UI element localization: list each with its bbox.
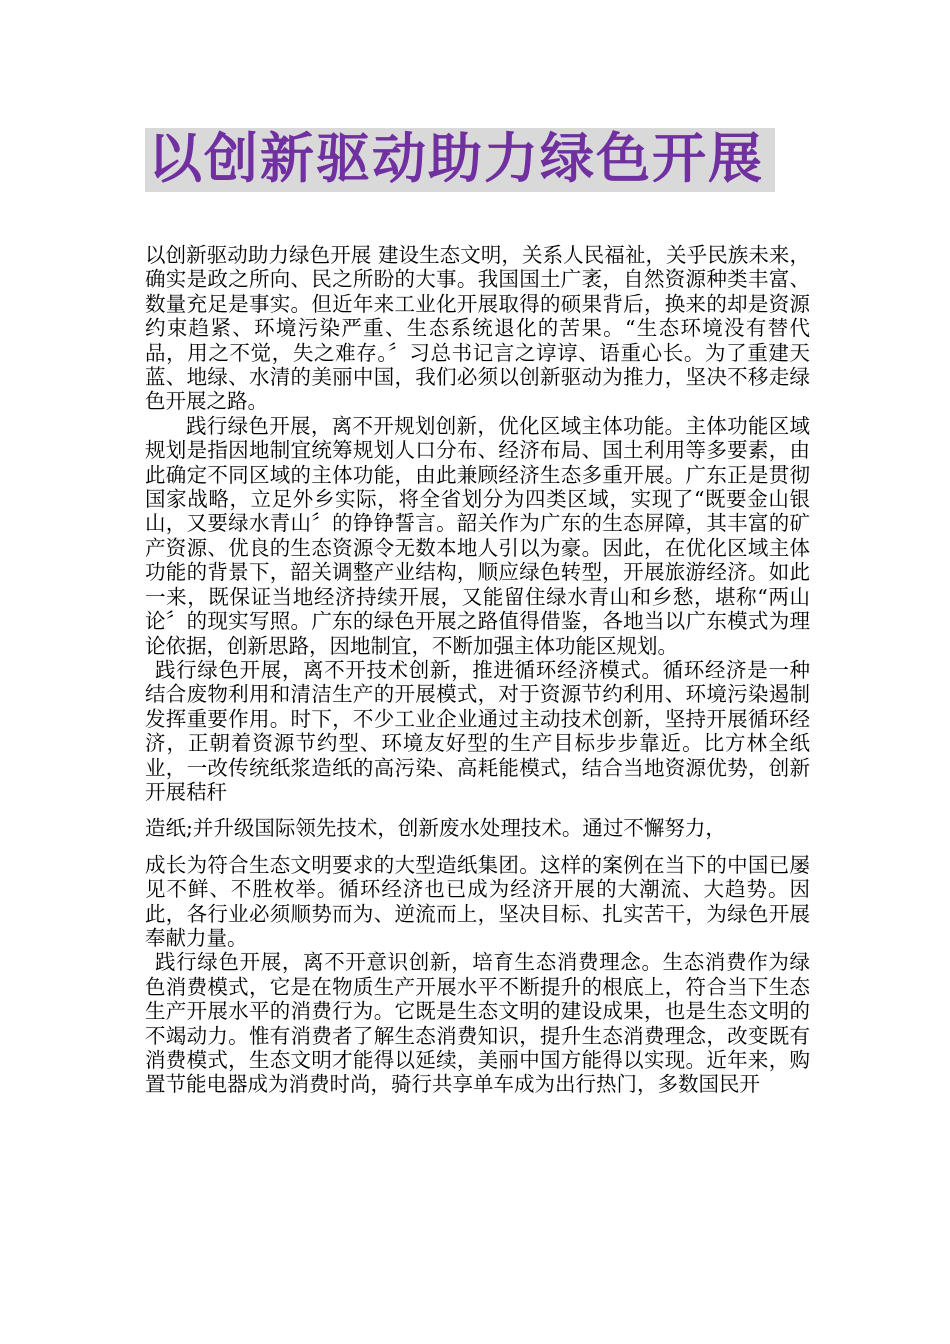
document-body [145, 243, 810, 1097]
paragraph-consumption: 践行绿色开展，离不开意识创新，培育生态消费理念。生态消费作为绿色消费模式，它是在物质生产开展水平不断提升的根底上，符合当下生态生产开展水平的消费行为。它既是生态文明的建设成果，也是生态文明的不竭动力。惟有消费者了解生态消费知识，提升生态消费理念，改变既有消费模式，生态文明才能得以延续，美丽中国方能得以实现。近年来，购置节能电器成为消费时尚，骑行共享单车成为出行热门，多数国民开 [145, 950, 810, 1097]
paragraph-technology: 践行绿色开展，离不开技术创新，推进循环经济模式。循环经济是一种结合废物利用和清洁生产的开展模式，对于资源节约利用、环境污染遏制发挥重要作用。时下，不少工业企业通过主动技术创新，坚持开展循环经济，正朝着资源节约型、环境友好型的生产目标步步靠近。比方林全纸业，一改传统纸浆造纸的高污染、高耗能模式，结合当地资源优势，创新开展秸秆 [145, 657, 810, 804]
line-gap [145, 841, 810, 853]
page-title: 以创新驱动助力绿色开展 [148, 127, 764, 190]
line-gap [145, 804, 810, 816]
paragraph-technology-continued: 造纸;并升级国际领先技术，创新废水处理技术。通过不懈努力， [145, 816, 726, 841]
paragraph-planning: 践行绿色开展，离不开规划创新，优化区域主体功能。主体功能区域规划是指因地制宜统筹规划人口分布、经济布局、国土利用等多要素，由此确定不同区域的主体功能，由此兼顾经济生态多重开展。广东正是贯彻国家战略，立足外乡实际，将全省划分为四类区域，实现了“既要金山银山，又要绿水青山〞的铮铮誓言。韶关作为广东的生态屏障，其丰富的矿产资源、优良的生态资源令无数本地人引以为豪。因此，在优化区域主体功能的背景下，韶关调整产业结构，顺应绿色转型，开展旅游经济。如此一来，既保证当地经济持续开展，又能留住绿水青山和乡愁，堪称“两山论〞的现实写照。广东的绿色开展之路值得借鉴，各地当以广东模式为理论依据，创新思路，因地制宜，不断加强主体功能区规划。 [145, 413, 810, 658]
paragraph-technology-end: 成长为符合生态文明要求的大型造纸集团。这样的案例在当下的中国已屡见不鲜、不胜枚举。循环经济也已成为经济开展的大潮流、大趋势。因此，各行业必须顺势而为、逆流而上，坚决目标、扎实苦干，为绿色开展奉献力量。 [145, 852, 810, 950]
paragraph-intro: 以创新驱动助力绿色开展 建设生态文明，关系人民福祉，关乎民族未来，确实是政之所向、民之所盼的大事。我国国土广袤，自然资源种类丰富、数量充足是事实。但近年来工业化开展取得的硕果背后，换来的却是资源约束趋紧、环境污染严重、生态系统退化的苦果。“生态环境没有替代品，用之不觉，失之难存。〞习总书记言之谆谆、语重心长。为了重建天蓝、地绿、水清的美丽中国，我们必须以创新驱动为推力，坚决不移走绿色开展之路。 [145, 243, 810, 414]
